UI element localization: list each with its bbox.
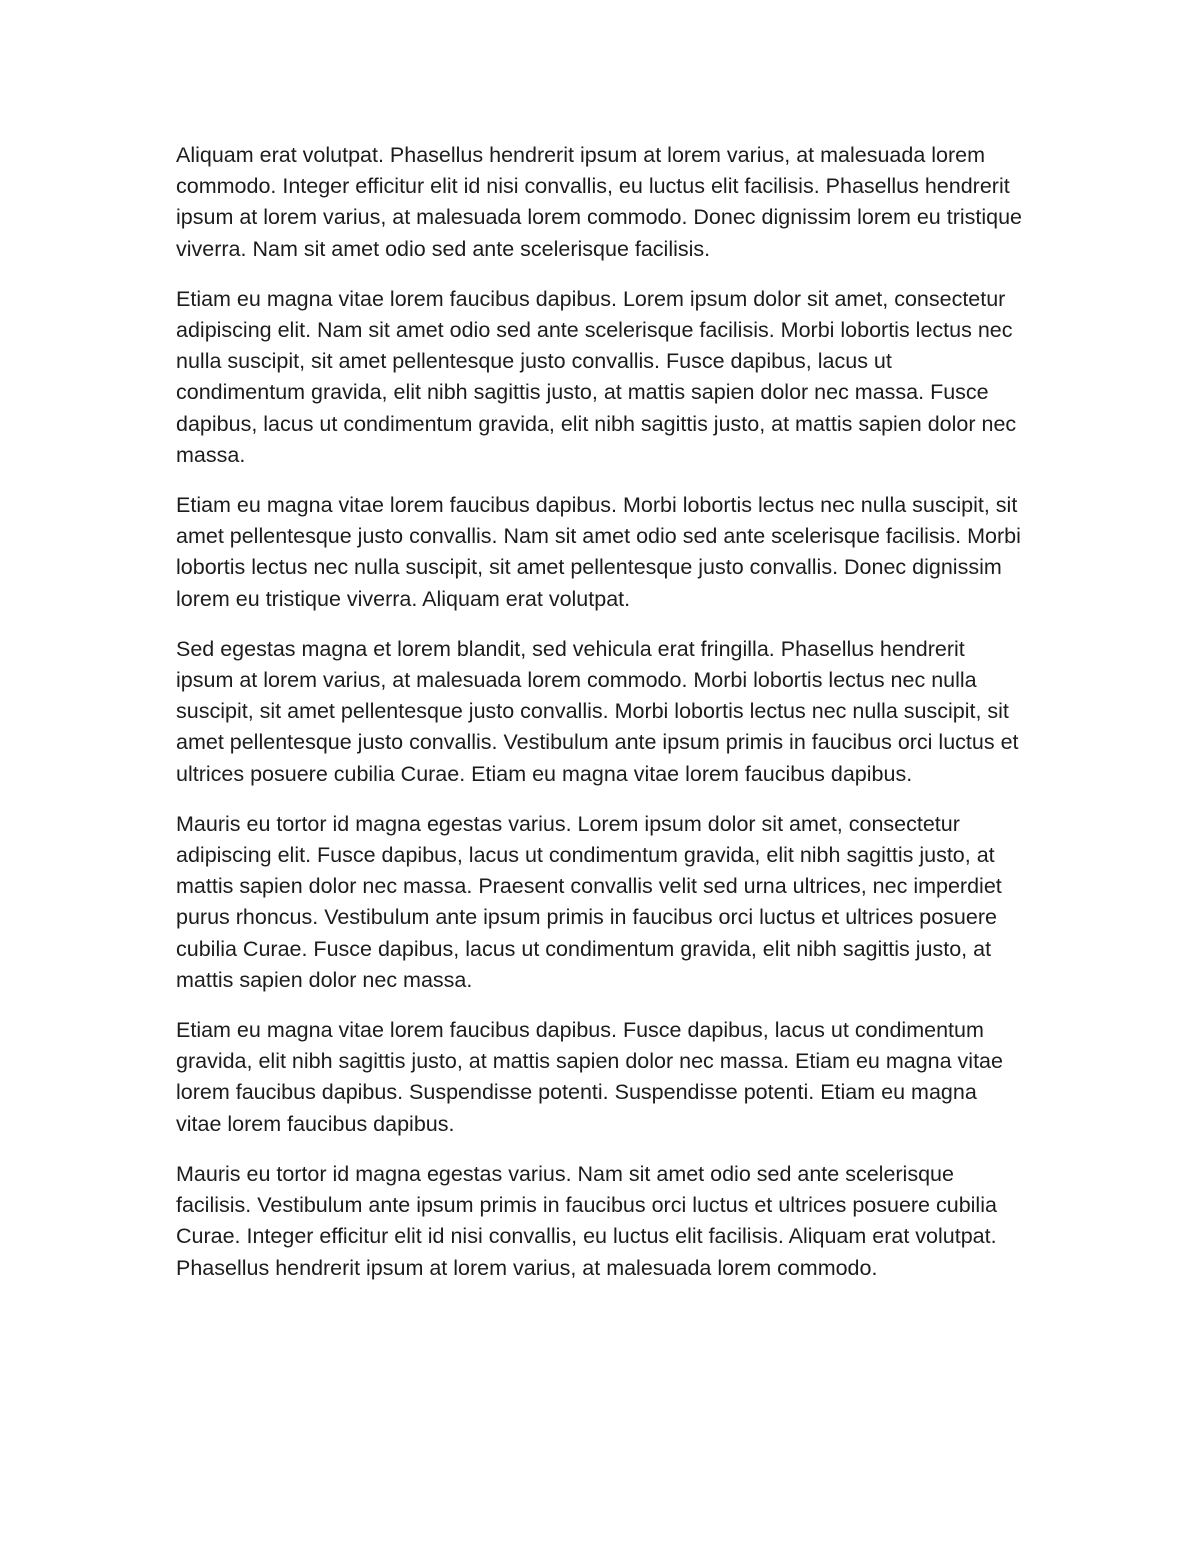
paragraph-7: Mauris eu tortor id magna egestas varius. Nam sit amet odio sed ante scelerisque facilisis. Vestibulum ante ipsum primis in faucibus orci luctus et ultrices posuere cubilia Curae. Integer efficitur elit id nisi convallis, eu luctus elit facilisis. Aliquam erat volutpat. Phasellus hendrerit ipsum at lorem varius, at malesuada lorem commodo. [176,1161,997,1280]
paragraph-2: Etiam eu magna vitae lorem faucibus dapibus. Lorem ipsum dolor sit amet, consectetur adipiscing elit. Nam sit amet odio sed ante scelerisque facilisis. Morbi lobortis lectus nec nulla suscipit, sit amet pellentesque justo convallis. Fusce dapibus, lacus ut condimentum gravida, elit nibh sagittis justo, at mattis sapien dolor nec massa. Fusce dapibus, lacus ut condimentum gravida, elit nibh sagittis justo, at mattis sapien dolor nec massa. [176,286,1017,467]
paragraph-5: Mauris eu tortor id magna egestas varius. Lorem ipsum dolor sit amet, consectetur adipiscing elit. Fusce dapibus, lacus ut condimentum gravida, elit nibh sagittis justo, at mattis sapien dolor nec massa. Praesent convallis velit sed urna ultrices, nec imperdiet purus rhoncus. Vestibulum ante ipsum primis in faucibus orci luctus et ultrices posuere cubilia Curae. Fusce dapibus, lacus ut condimentum gravida, elit nibh sagittis justo, at mattis sapien dolor nec massa. [176,811,1002,992]
paragraph-4: Sed egestas magna et lorem blandit, sed vehicula erat fringilla. Phasellus hendrerit ipsum at lorem varius, at malesuada lorem commodo. Morbi lobortis lectus nec nulla suscipit, sit amet pellentesque justo convallis. Morbi lobortis lectus nec nulla suscipit, sit amet pellentesque justo convallis. Vestibulum ante ipsum primis in faucibus orci luctus et ultrices posuere cubilia Curae. Etiam eu magna vitae lorem faucibus dapibus. [176,636,1019,786]
paragraph-6: Etiam eu magna vitae lorem faucibus dapibus. Fusce dapibus, lacus ut condimentum gravida, elit nibh sagittis justo, at mattis sapien dolor nec massa. Etiam eu magna vitae lorem faucibus dapibus. Suspendisse potenti. Suspendisse potenti. Etiam eu magna vitae lorem faucibus dapibus. [176,1018,1003,1136]
paragraph-3: Etiam eu magna vitae lorem faucibus dapibus. Morbi lobortis lectus nec nulla suscipit, sit amet pellentesque justo convallis. Nam sit amet odio sed ante scelerisque facilisis. Morbi lobortis lectus nec nulla suscipit, sit amet pellentesque justo convallis. Donec dignissim lorem eu tristique viverra. Aliquam erat volutpat. [176,493,1021,611]
paragraph-1: Aliquam erat volutpat. Phasellus hendrerit ipsum at lorem varius, at malesuada lorem commodo. Integer efficitur elit id nisi convallis, eu luctus elit facilisis. Phasellus hendrerit ipsum at lorem varius, at malesuada lorem commodo. Donec dignissim lorem eu tristique viverra. Nam sit amet odio sed ante scelerisque facilisis. [176,143,1023,261]
document-body [176,140,1026,1303]
